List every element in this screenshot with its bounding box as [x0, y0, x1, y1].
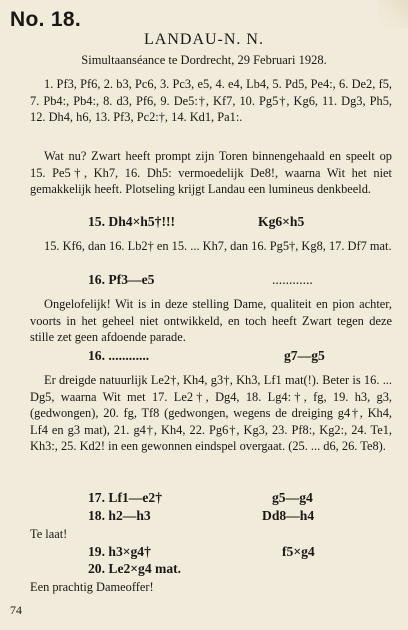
- move-17-black: g5—g4: [272, 490, 313, 505]
- move-20-white: 20. Le2×g4 mat.: [88, 561, 182, 576]
- page-corner-shade: [378, 0, 408, 28]
- comment-end: Een prachtig Dameoffer!: [30, 580, 154, 594]
- move-18-black: Dd8—h4: [262, 508, 315, 523]
- game-title: LANDAU-N. N.: [144, 31, 264, 48]
- commentary-paragraph-3: Ongelofelijk! Wit is in deze stelling Dame, qualiteit en pion achter, voorts in het geheel niet ontwikkeld, en toch heeft Zwart tegen deze stille zet geen afdoende parade.: [30, 297, 392, 345]
- commentary-paragraph-2: 15. Kf6, dan 16. Lb2† en 15. ... Kh7, dan 16. Pg5†, Kg8, 17. Df7 mat.: [44, 239, 392, 253]
- move-15-black: Kg6×h5: [258, 214, 305, 229]
- commentary-paragraph-1: Wat nu? Zwart heeft prompt zijn Toren binnengehaald en speelt op 15. Pe5†, Kh7, 16. Dh5: vermoedelijk De8!, waarna Wit het niet gemakkelijk heeft. Plotseling krijgt Landau een lumineus denkbeeld.: [30, 149, 392, 197]
- move-18-white: 18. h2—h3: [88, 508, 151, 523]
- game-number: No. 18.: [10, 8, 81, 31]
- move-17-white: 17. Lf1—e2†: [88, 490, 163, 505]
- move-16-white: 16. Pf3—e5: [88, 272, 155, 287]
- opening-moves-paragraph: 1. Pf3, Pf6, 2. b3, Pc6, 3. Pc3, e5, 4. e4, Lb4, 5. Pd5, Pe4:, 6. De2, f5, 7. Pb4:, Pb4:, 8. d3, Pf6, 9. De5:†, Kf7, 10. Pg5†, Kg6, 11. Dg3, Ph5, 12. Dh4, h6, 13. Pf3, Pc2:†, 14. Kd1, Pa1:.: [30, 77, 392, 125]
- move-15-white: 15. Dh4×h5†!!!: [88, 214, 176, 229]
- move-16b-black: g7—g5: [284, 348, 325, 363]
- move-16-black: ............: [272, 272, 313, 287]
- page-number: 74: [10, 603, 22, 617]
- move-19-white: 19. h3×g4†: [88, 544, 151, 559]
- commentary-paragraph-4: Er dreigde natuurlijk Le2†, Kh4, g3†, Kh3, Lf1 mat(!). Beter is 16. ... Dg5, waarna Wit met 17. Le2†, Dg4, 18. Lg4:†, fg, 19. h3, g3, (gedwongen), 20. fg, Tf8 (gedwongen, wegens de dreiging g4†, Kh4, Lf4 en g3 mat), 21. g4†, Kh4, 22. Pg6†, Kg3, 23. Pf8:, Kg2:, 24. Te1, Kh3:, 25. Kd2! in een gewonnen eindspel overgaat. (25. ... d6, 26. Te8).: [30, 373, 392, 454]
- comment-late: Te laat!: [30, 527, 68, 541]
- game-subtitle: Simultaanséance te Dordrecht, 29 Februari 1928.: [81, 53, 327, 67]
- move-19-black: f5×g4: [282, 544, 315, 559]
- move-16b-white: 16. ............: [88, 348, 150, 363]
